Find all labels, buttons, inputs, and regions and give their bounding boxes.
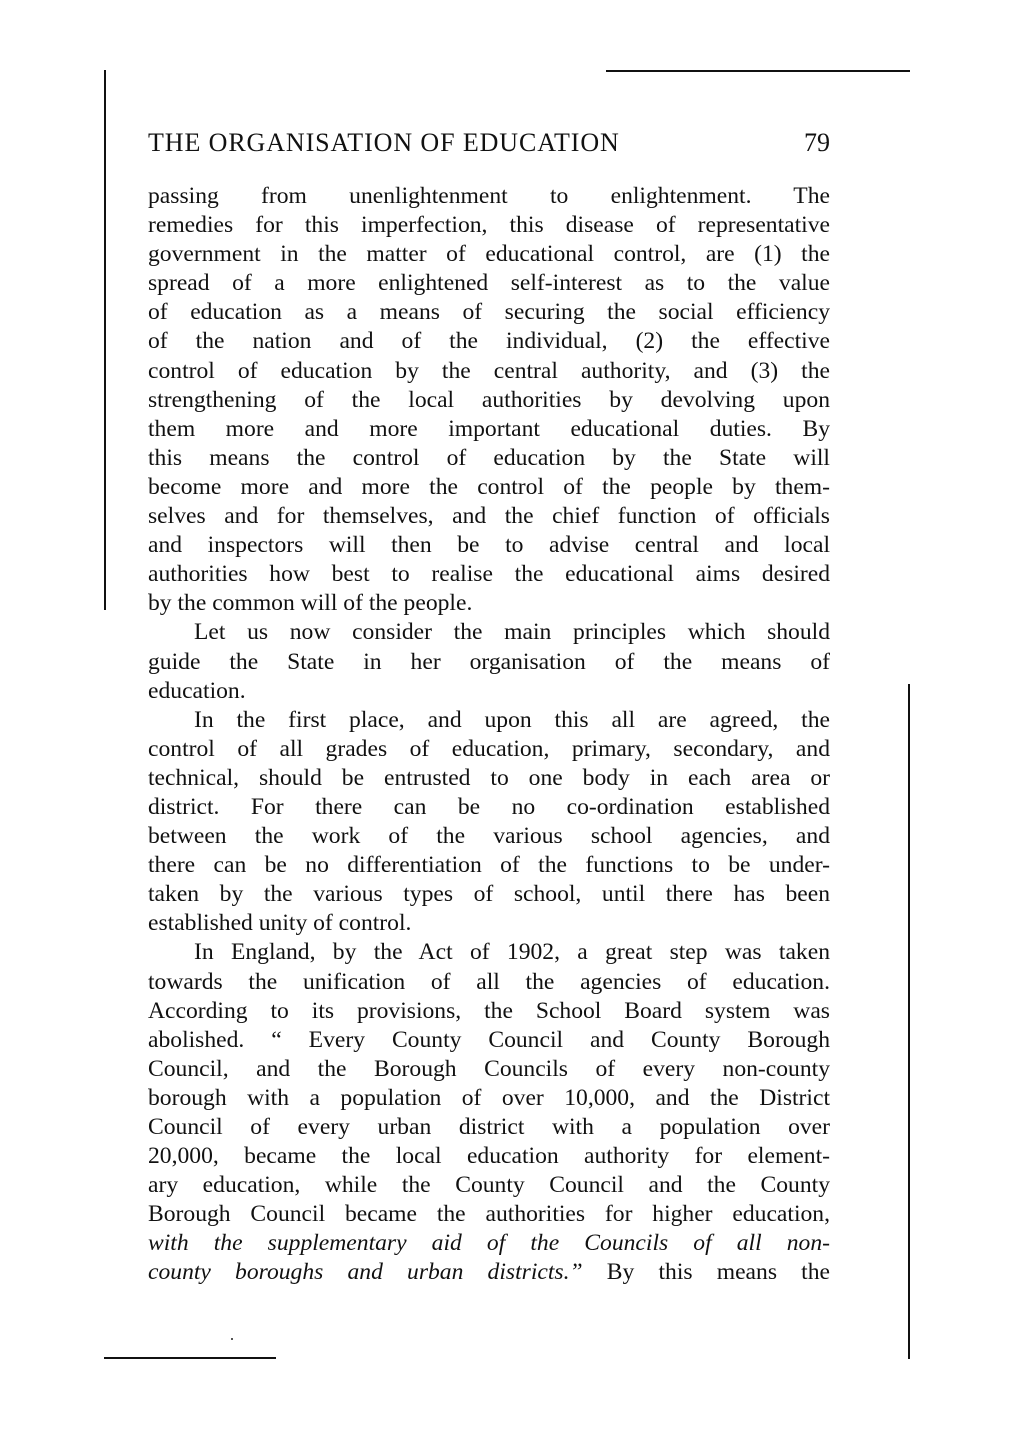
text-line: of the nation and of the individual, (2) the effective <box>148 328 830 355</box>
text-line: Council of every urban district with a population over <box>148 1114 830 1140</box>
running-header <box>148 128 830 160</box>
text-line: by the common will of the people. <box>148 590 473 617</box>
top-right-rule <box>606 70 910 72</box>
body-text <box>148 182 830 1288</box>
text-line: In the first place, and upon this all are agreed, the <box>194 706 830 733</box>
text-line: strengthening of the local authorities by devolving upon <box>148 386 830 413</box>
text-line: towards the unification of all the agencies of education. <box>148 968 830 995</box>
page-number: 79 <box>804 128 830 157</box>
text-line: ary education, while the County Council and the County <box>148 1172 830 1199</box>
text-line: education. <box>148 677 246 704</box>
text-line-italic: with the supplementary aid of the Councils of all non- <box>148 1230 830 1257</box>
text-line: authorities how best to realise the educational aims desired <box>148 561 830 588</box>
text-line: and inspectors will then be to advise central and local <box>148 532 830 559</box>
text-line: borough with a population of over 10,000, and the District <box>148 1084 830 1111</box>
text-line: In England, by the Act of 1902, a great step was taken <box>194 939 830 966</box>
text-line: passing from unenlightenment to enlightenment. The <box>148 183 830 209</box>
text-line: government in the matter of educational control, are (1) the <box>148 241 830 268</box>
text-line: selves and for themselves, and the chief function of officials <box>148 503 830 530</box>
text-line: between the work of the various school agencies, and <box>148 823 830 850</box>
text-line: taken by the various types of school, until there has been <box>148 881 830 908</box>
text-line: there can be no differentiation of the functions to be under- <box>148 852 830 879</box>
text-line: control of all grades of education, primary, secondary, and <box>148 735 830 762</box>
text-line: Let us now consider the main principles which should <box>194 619 830 646</box>
right-margin-rule <box>908 684 910 1359</box>
text-line: of education as a means of securing the social efficiency <box>148 299 830 326</box>
text-line: established unity of control. <box>148 910 412 937</box>
text-line-mixed <box>148 1258 830 1287</box>
text-line: 20,000, became the local education authority for element- <box>148 1143 830 1170</box>
text-line: them more and more important educational duties. By <box>148 415 830 442</box>
text-line: this means the control of education by the State will <box>148 444 830 471</box>
text-line: district. For there can be no co-ordination established <box>148 793 830 820</box>
text-line: According to its provisions, the School Board system was <box>148 997 830 1024</box>
bottom-left-rule <box>104 1357 276 1359</box>
text-line: guide the State in her organisation of the means of <box>148 648 830 675</box>
italic-quote-end: county boroughs and urban districts.” <box>148 1259 583 1286</box>
chapter-title: THE ORGANISATION OF EDUCATION <box>148 128 620 157</box>
left-margin-rule-top <box>104 70 106 610</box>
text-line: abolished. “ Every County Council and County Borough <box>148 1026 830 1053</box>
text-line: spread of a more enlightened self-interest as to the value <box>148 270 830 297</box>
speck <box>231 1338 233 1340</box>
text-line: become more and more the control of the people by them- <box>148 473 830 500</box>
text-fragment: By this means the <box>582 1259 830 1286</box>
text-line: Council, and the Borough Councils of every non-county <box>148 1055 830 1082</box>
text-line: technical, should be entrusted to one body in each area or <box>148 764 830 791</box>
text-line: Borough Council became the authorities for higher education, <box>148 1201 830 1228</box>
text-line: control of education by the central authority, and (3) the <box>148 357 830 384</box>
text-line: remedies for this imperfection, this disease of representative <box>148 212 830 239</box>
